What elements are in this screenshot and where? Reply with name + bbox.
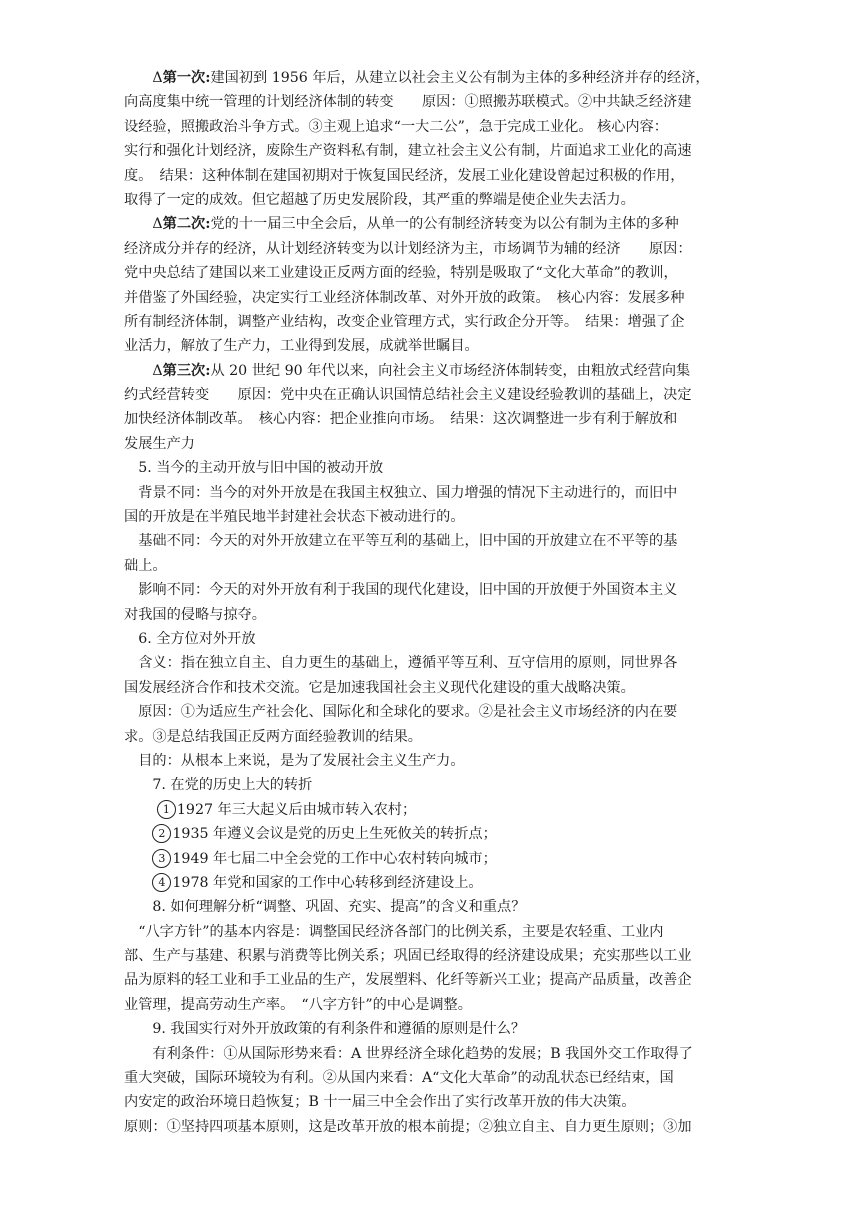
text-line: 度。 结果：这种体制在建国初期对于恢复国民经济，发展工业化建设曾起过积极的作用，: [124, 167, 685, 184]
text-line: 础上。: [124, 557, 167, 574]
text-line: 向高度集中统一管理的计划经济体制的转变 原因：①照搬苏联模式。②中共缺乏经济建: [124, 94, 692, 111]
text-line: 背景不同：当今的对外开放是在我国主权独立、国力增强的情况下主动进行的，而旧中: [124, 484, 678, 501]
circled-number: 3: [152, 849, 171, 868]
text-line: 取得了一定的成效。但它超越了历史发展阶段，其严重的弊端是使企业失去活力。: [124, 191, 635, 208]
text-line: 业活力，解放了生产力，工业得到发展，成就举世瞩目。: [124, 338, 479, 355]
circled-number: 4: [152, 873, 171, 892]
text-line: 基础不同：今天的对外开放建立在平等互利的基础上，旧中国的开放建立在不平等的基: [124, 533, 678, 550]
text-line: 业管理，提高劳动生产率。 “八字方针”的中心是调整。: [124, 996, 472, 1013]
text-line: 党中央总结了建国以来工业建设正反两方面的经验，特别是吸取了“文化大革命”的教训，: [124, 265, 678, 282]
heading-first: 第一次:: [162, 70, 211, 86]
text-line: 影响不同：今天的对外开放有利于我国的现代化建设，旧中国的开放便于外国资本主义: [124, 582, 678, 599]
section-title: 5. 当今的主动开放与旧中国的被动开放: [124, 460, 384, 477]
circled-number: 1: [157, 800, 176, 819]
text-line: 实行和强化计划经济，废除生产资料私有制，建立社会主义公有制，片面追求工业化的高速: [124, 143, 692, 160]
paragraph-third-adjustment: [124, 359, 736, 457]
text-line: 国的开放是在半殖民地半封建社会状态下被动进行的。: [124, 509, 465, 526]
section-title: 9. 我国实行对外开放政策的有利条件和遵循的原则是什么？: [124, 1021, 526, 1038]
text-line: 目的：从根本上来说，是为了发展社会主义生产力。: [124, 752, 465, 769]
text-line: 原则：①坚持四项基本原则，这是改革开放的根本前提；②独立自主、自力更生原则；③加: [124, 1118, 692, 1135]
text-line: 重大突破，国际环境较为有利。②从国内来看：A“文化大革命”的动乱状态已经结束，国: [124, 1070, 674, 1087]
text-line: 部、生产与基建、积累与消费等比例关系；巩固已经取得的经济建设成果；充实那些以工业: [124, 948, 692, 965]
section-title: 6. 全方位对外开放: [124, 630, 256, 647]
text-line: Δ第一次:建国初到 1956 年后，从建立以社会主义公有制为主体的多种经济并存的经济，: [124, 70, 710, 86]
heading-second: 第二次:: [162, 216, 211, 233]
text-line: 求。③是总结我国正反两方面经验教训的结果。: [124, 728, 422, 745]
text-line: 并借鉴了外国经验，决定实行工业经济体制改革、对外开放的政策。 核心内容：发展多种: [124, 289, 685, 306]
text-line: Δ第二次:党的十一届三中全会后，从单一的公有制经济转变为以公有制为主体的多种: [124, 216, 679, 233]
text-line: 经济成分并存的经济，从计划经济转变为以计划经济为主，市场调节为辅的经济 原因：: [124, 240, 692, 257]
text-line: 国发展经济合作和技术交流。它是加速我国社会主义现代化建设的重大战略决策。: [124, 679, 635, 696]
paragraph-second-adjustment: [124, 212, 736, 358]
text-line: 发展生产力: [124, 435, 195, 452]
text-line: 含义：指在独立自主、自力更生的基础上，遵循平等互利、互守信用的原则，同世界各: [124, 655, 678, 672]
section-5: [124, 456, 736, 627]
list-item: 4 1978 年党和国家的工作中心转移到经济建设上。: [124, 871, 736, 895]
section-7: [124, 773, 736, 895]
circled-number: 2: [152, 824, 171, 843]
text-line: 原因：①为适应生产社会化、国际化和全球化的要求。②是社会主义市场经济的内在要: [124, 704, 678, 721]
text-line: 加快经济体制改革。 核心内容：把企业推向市场。 结果：这次调整进一步有利于解放和: [124, 411, 678, 428]
paragraph-first-adjustment: [124, 66, 736, 212]
text-line: 所有制经济体制，调整产业结构，改变企业管理方式，实行政企分开等。 结果：增强了企: [124, 313, 685, 330]
heading-third: 第三次:: [162, 362, 211, 379]
section-8: [124, 895, 736, 1017]
text-line: 约式经营转变 原因：党中央在正确认识国情总结社会主义建设经验教训的基础上，决定: [124, 387, 692, 404]
section-6: [124, 627, 736, 773]
text-line: 有利条件：①从国际形势来看：A 世界经济全球化趋势的发展；B 我国外交工作取得了: [124, 1045, 693, 1062]
text-line: 品为原料的轻工业和手工业品的生产，发展塑料、化纤等新兴工业；提高产品质量，改善企: [124, 972, 692, 989]
section-title: 7. 在党的历史上大的转折: [124, 777, 313, 794]
list-item: 3 1949 年七届二中全会党的工作中心农村转向城市；: [124, 847, 736, 871]
text-line: Δ第三次:从 20 世纪 90 年代以来，向社会主义市场经济体制转变，由粗放式经营向集: [124, 362, 691, 379]
text-line: 设经验，照搬政治斗争方式。③主观上追求“一大二公”，急于完成工业化。 核心内容：: [124, 118, 668, 135]
list-item: 2 1935 年遵义会议是党的历史上生死攸关的转折点；: [124, 822, 736, 846]
list-item: 1 1927 年三大起义后由城市转入农村；: [124, 798, 736, 822]
section-9: [124, 1017, 736, 1139]
section-title: 8. 如何理解分析“调整、巩固、充实、提高”的含义和重点？: [124, 899, 526, 916]
text-line: “八字方针”的基本内容是：调整国民经济各部门的比例关系，主要是农轻重、工业内: [124, 923, 664, 940]
text-line: 内安定的政治环境日趋恢复；B 十一届三中全会作出了实行改革开放的伟大决策。: [124, 1094, 636, 1111]
text-line: 对我国的侵略与掠夺。: [124, 606, 266, 623]
